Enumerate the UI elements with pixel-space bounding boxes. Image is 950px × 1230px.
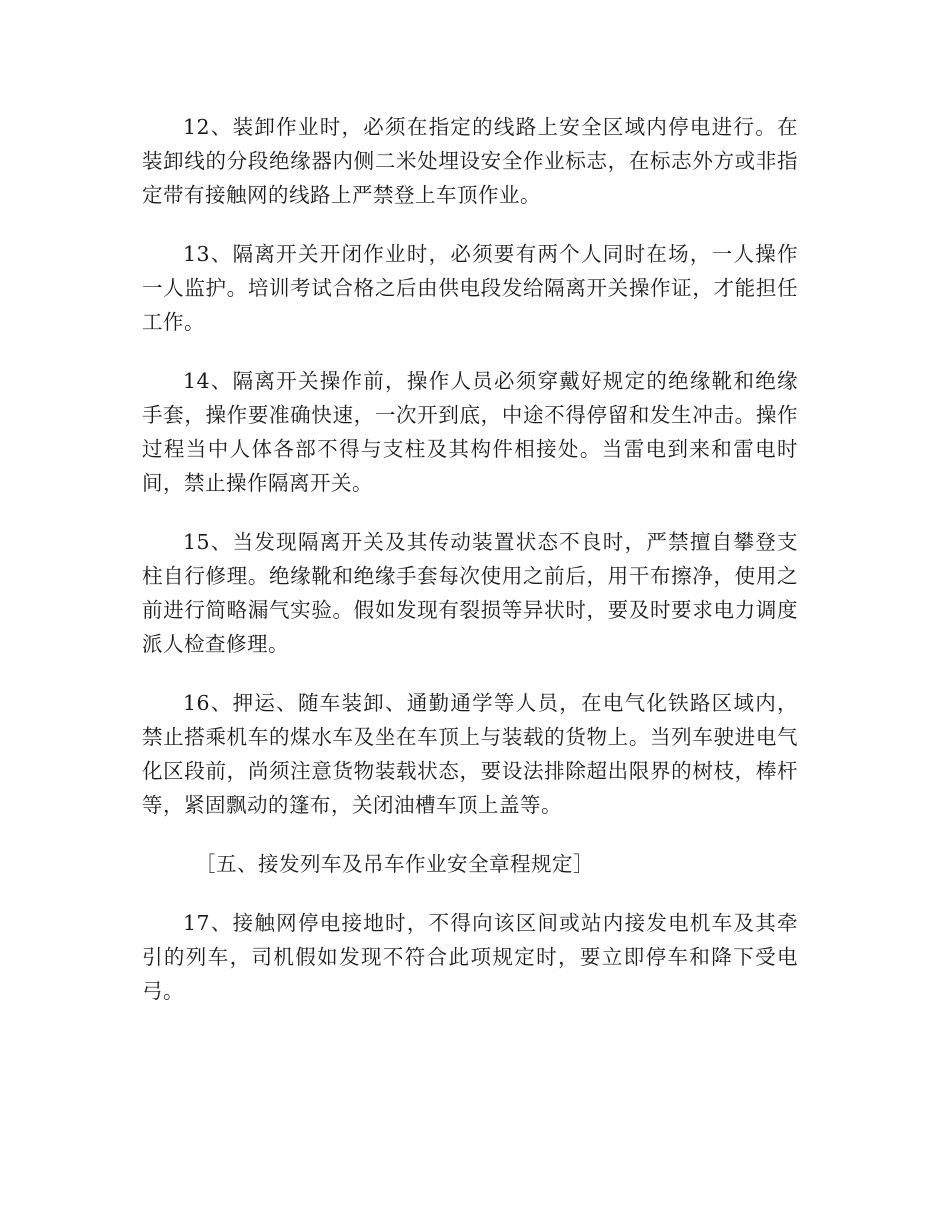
paragraph-15: 15、当发现隔离开关及其传动装置状态不良时，严禁擅自攀登支柱自行修理。绝缘靴和绝缘手套每次使用之前后，用干布擦净，使用之前进行简略漏气实验。假如发现有裂损等异状时，要及时要求电力调度派人检查修理。 [142,530,798,656]
document-body [142,110,798,1033]
paragraph-13: 13、隔离开关开闭作业时，必须要有两个人同时在场，一人操作一人监护。培训考试合格之后由供电段发给隔离开关操作证，才能担任工作。 [142,242,798,334]
paragraph-14: 14、隔离开关操作前，操作人员必须穿戴好规定的绝缘靴和绝缘手套，操作要准确快速，一次开到底，中途不得停留和发生冲击。操作过程当中人体各部不得与支柱及其构件相接处。当雷电到来和雷电时间，禁止操作隔离开关。 [142,369,798,495]
paragraph-12: 12、装卸作业时，必须在指定的线路上安全区域内停电进行。在装卸线的分段绝缘器内侧二米处埋设安全作业标志，在标志外方或非指定带有接触网的线路上严禁登上车顶作业。 [142,115,798,207]
paragraph-17: 17、接触网停电接地时，不得向该区间或站内接发电机车及其牵引的列车，司机假如发现不符合此项规定时，要立即停车和降下受电弓。 [142,911,798,1003]
section-heading: ［五、接发列车及吊车作业安全章程规定］ [195,852,594,876]
paragraph-16: 16、押运、随车装卸、通勤通学等人员，在电气化铁路区域内，禁止搭乘机车的煤水车及坐在车顶上与装载的货物上。当列车驶进电气化区段前，尚须注意货物装载状态，要设法排除超出限界的树枝，棒杆等，紧固飘动的篷布，关闭油槽车顶上盖等。 [142,691,798,817]
